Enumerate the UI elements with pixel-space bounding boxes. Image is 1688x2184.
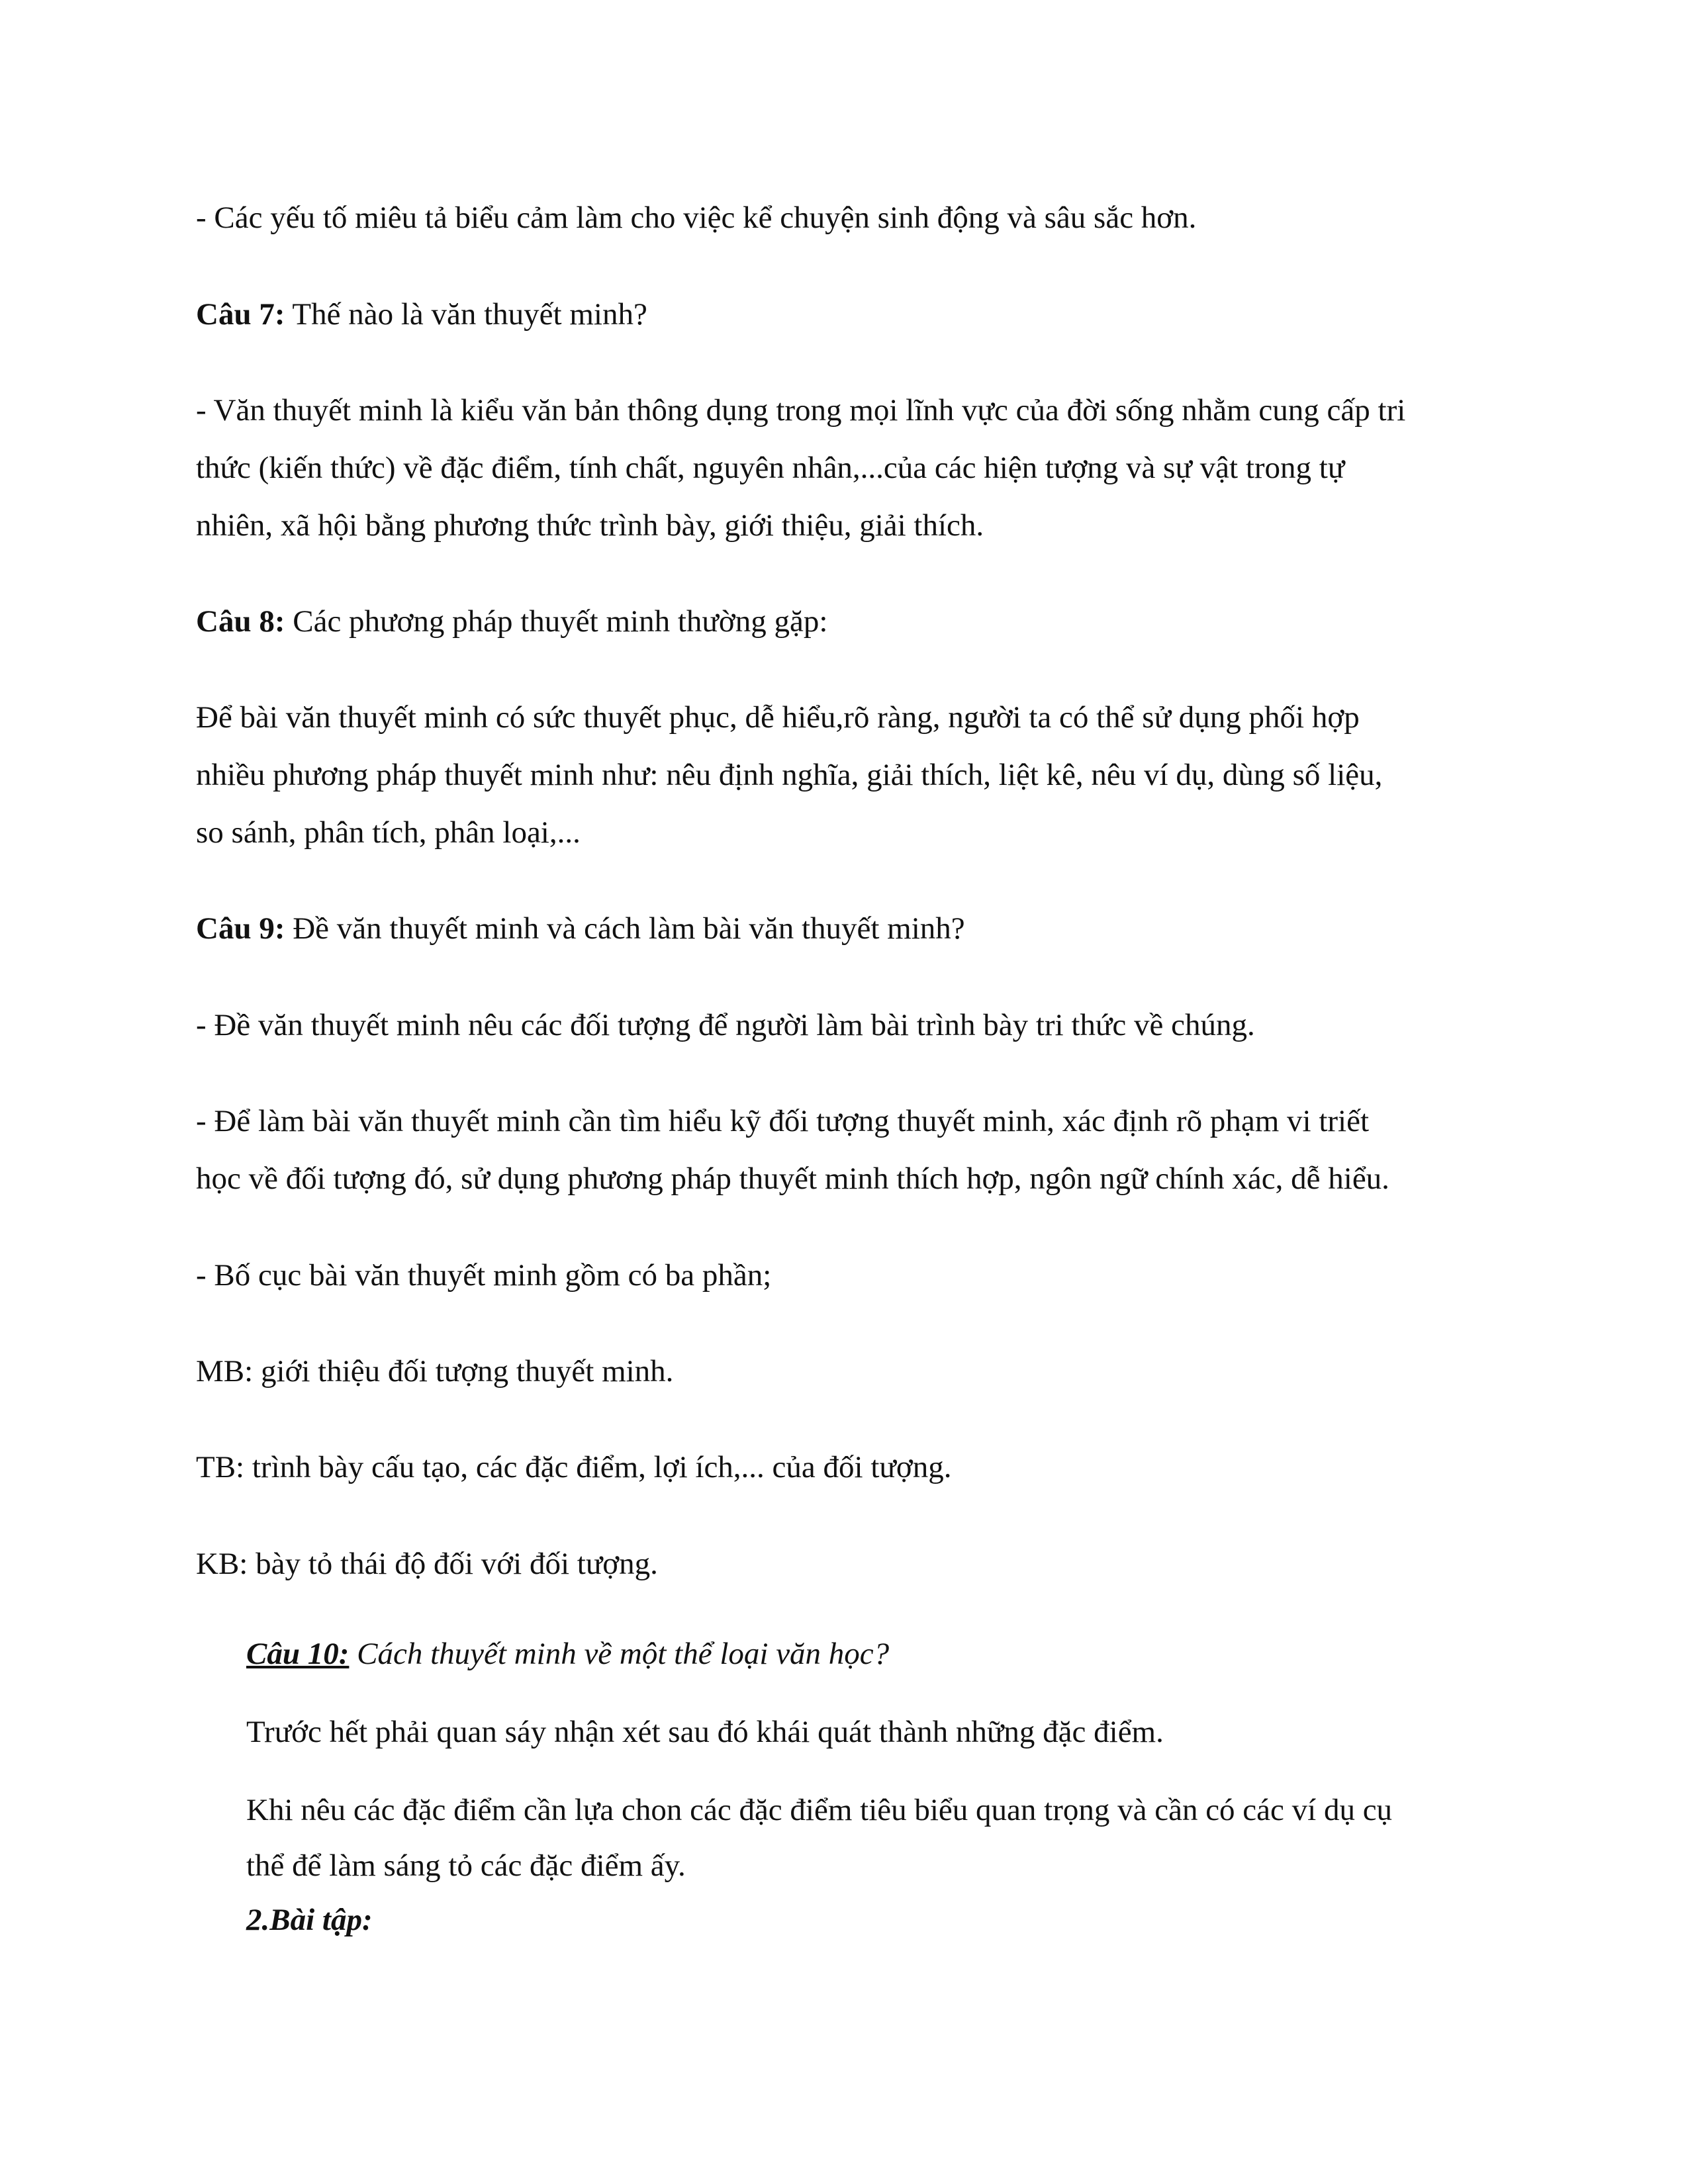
answer-9-paragraph-2-line-1: - Để làm bài văn thuyết minh cần tìm hiểu kỹ đối tượng thuyết minh, xác định rõ phạm vi triết [196,1104,1370,1138]
question-10-text: Cách thuyết minh về một thể loại văn học? [349,1637,890,1671]
answer-7-line-1: - Văn thuyết minh là kiểu văn bản thông dụng trong mọi lĩnh vực của đời sống nhằm cung cấp tri [196,393,1406,428]
answer-9-paragraph-3: - Bố cục bài văn thuyết minh gồm có ba phần; [196,1258,772,1293]
answer-7-line-3: nhiên, xã hội bằng phương thức trình bày, giới thiệu, giải thích. [196,508,984,543]
question-10-label: Câu 10: [246,1637,350,1671]
answer-8-line-1: Để bài văn thuyết minh có sức thuyết phục, dễ hiểu,rõ ràng, người ta có thể sử dụng phối hợp [196,700,1360,735]
outline-mb: MB: giới thiệu đối tượng thuyết minh. [196,1354,674,1388]
question-8-text: Các phương pháp thuyết minh thường gặp: [285,604,828,639]
section-2-heading [246,1905,373,1936]
question-9 [196,913,965,944]
answer-9-paragraph-1: - Đề văn thuyết minh nêu các đối tượng để người làm bài trình bày tri thức về chúng. [196,1008,1255,1042]
answer-10-paragraph-2-line-2: thể để làm sáng tỏ các đặc điểm ấy. [246,1848,686,1883]
question-10 [246,1639,889,1670]
answer-8-line-2: nhiều phương pháp thuyết minh như: nêu định nghĩa, giải thích, liệt kê, nêu ví dụ, dùng số liệu, [196,758,1383,792]
answer-7-line-2: thức (kiến thức) về đặc điểm, tính chất, nguyên nhân,...của các hiện tượng và sự vật trong tự [196,451,1345,485]
question-8-label: Câu 8: [196,604,285,639]
answer-9-paragraph-2-line-2: học về đối tượng đó, sử dụng phương pháp thuyết minh thích hợp, ngôn ngữ chính xác, dễ hiểu. [196,1161,1389,1196]
question-7-text: Thế nào là văn thuyết minh? [285,297,647,332]
question-9-label: Câu 9: [196,911,285,946]
answer-8-line-3: so sánh, phân tích, phân loại,... [196,815,581,850]
question-9-text: Đề văn thuyết minh và cách làm bài văn thuyết minh? [285,911,965,946]
section-2-heading-text: 2.Bài tập: [246,1903,373,1937]
answer-10-paragraph-2-line-1: Khi nêu các đặc điểm cần lựa chon các đặc điểm tiêu biểu quan trọng và cần có các ví dụ cụ [246,1793,1393,1827]
question-7 [196,299,647,330]
outline-tb: TB: trình bày cấu tạo, các đặc điểm, lợi ích,... của đối tượng. [196,1450,952,1484]
paragraph-intro: - Các yếu tố miêu tả biểu cảm làm cho việc kể chuyện sinh động và sâu sắc hơn. [196,201,1197,235]
outline-kb: KB: bày tỏ thái độ đối với đối tượng. [196,1547,658,1581]
question-8 [196,606,827,637]
answer-10-paragraph-1: Trước hết phải quan sáy nhận xét sau đó khái quát thành những đặc điểm. [246,1715,1164,1749]
question-7-label: Câu 7: [196,297,285,332]
